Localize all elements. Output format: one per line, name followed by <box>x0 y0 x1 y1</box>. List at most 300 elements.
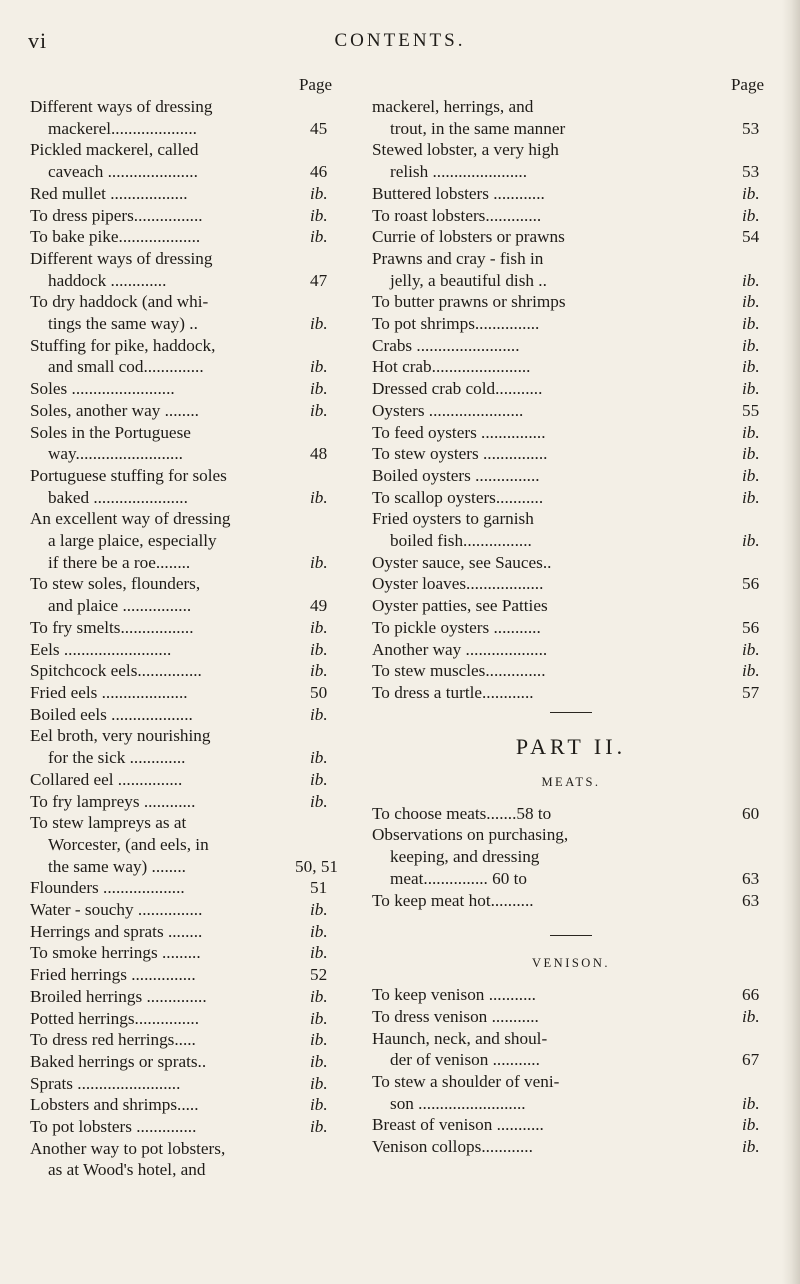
toc-entry-line <box>30 725 338 747</box>
toc-entry-text: Potted herrings............... <box>30 1008 199 1028</box>
toc-entry-text: To bake pike................... <box>30 227 201 247</box>
toc-entry-text: Boiled oysters ............... <box>372 465 540 485</box>
toc-entry <box>372 803 770 825</box>
toc-entry-line <box>372 660 770 682</box>
toc-entry-text: Boiled eels ................... <box>30 704 193 724</box>
meats-heading: MEATS. <box>541 774 601 789</box>
toc-entry-text: relish ...................... <box>390 162 528 182</box>
toc-entry-line <box>372 573 770 595</box>
toc-entry-line <box>372 639 770 661</box>
toc-entry-text: To feed oysters ............... <box>372 422 546 442</box>
toc-entry <box>372 335 770 357</box>
toc-entry <box>30 1008 338 1030</box>
toc-entry-page-number: 51 <box>310 878 328 898</box>
toc-entry-page-number: ib. <box>310 487 328 507</box>
toc-entry <box>30 921 338 943</box>
toc-entry-page-number: 60 <box>742 803 760 823</box>
toc-entry-text: way......................... <box>48 444 183 464</box>
toc-entry <box>372 313 770 335</box>
toc-entry-text: mackerel, herrings, and <box>372 97 534 116</box>
venison-heading: VENISON. <box>532 956 610 971</box>
toc-entry-text: Eel broth, very nourishing <box>30 726 211 746</box>
toc-entry-text: To stew lampreys as at <box>30 813 187 833</box>
toc-entry <box>30 617 338 639</box>
toc-entry-line <box>372 1136 770 1158</box>
toc-entry-page-number: ib. <box>310 552 328 572</box>
toc-entry-text: To choose meats.......58 to <box>372 803 552 823</box>
toc-entry <box>30 1094 338 1116</box>
toc-entry <box>30 1116 338 1138</box>
toc-entry-line <box>30 313 338 335</box>
toc-entry-text: To dress red herrings..... <box>30 1030 196 1050</box>
section-divider <box>550 712 592 713</box>
toc-entry <box>372 248 770 291</box>
toc-entry-page-number: ib. <box>310 400 328 420</box>
toc-entry-page-number: ib. <box>310 921 328 941</box>
toc-entry-line <box>372 313 770 335</box>
toc-entry-text: Oyster sauce, see Sauces.. <box>372 552 552 572</box>
toc-entry-text: Haunch, neck, and shoul- <box>372 1028 548 1048</box>
toc-entry-line <box>372 1093 770 1115</box>
toc-entry-line <box>30 118 338 140</box>
toc-entry-line <box>372 1028 770 1050</box>
toc-entry-text: Another way ................... <box>372 639 548 659</box>
toc-entry-text: Stuffing for pike, haddock, <box>30 335 216 355</box>
toc-entry-text: To stew a shoulder of veni- <box>372 1072 560 1092</box>
toc-entry-line <box>372 803 770 825</box>
toc-entry-line <box>30 443 338 465</box>
toc-entry-text: caveach ..................... <box>48 162 198 182</box>
meats-entry-list <box>372 803 770 912</box>
toc-entry-page-number: ib. <box>310 314 328 334</box>
toc-entry-page-number: ib. <box>742 422 760 442</box>
toc-entry-page-number: ib. <box>742 183 760 203</box>
toc-entry <box>30 400 338 422</box>
toc-entry-page-number: ib. <box>742 292 760 312</box>
toc-entry-text: the same way) ........ <box>48 856 186 876</box>
toc-entry-text: Buttered lobsters ............ <box>372 183 545 203</box>
toc-entry-text: and plaice ................ <box>48 596 192 616</box>
toc-entry-page-number: ib. <box>742 465 760 485</box>
toc-entry-text: To stew oysters ............... <box>372 444 548 464</box>
toc-entry-page-number: ib. <box>742 335 760 355</box>
toc-entry-line <box>372 487 770 509</box>
section-divider <box>550 935 592 936</box>
toc-entry-text: To pot shrimps............... <box>372 314 540 334</box>
toc-entry-text: Sprats ........................ <box>30 1073 181 1093</box>
toc-entry-text: der of venison ........... <box>390 1050 540 1070</box>
toc-entry-page-number: ib. <box>310 1073 328 1093</box>
toc-entry <box>372 400 770 422</box>
toc-entry-line <box>372 248 770 270</box>
toc-entry-line <box>372 335 770 357</box>
toc-entry-text: Different ways of dressing <box>30 248 213 268</box>
toc-entry-text: Fried herrings ............... <box>30 965 196 985</box>
toc-entry <box>30 1029 338 1051</box>
toc-entry-line <box>30 465 338 487</box>
toc-entry-line <box>30 856 338 878</box>
toc-entry-page-number: 47 <box>310 270 328 290</box>
toc-entry-text: Oyster patties, see Patties <box>372 596 548 616</box>
toc-entry <box>30 769 338 791</box>
toc-entry-text: Crabs ........................ <box>372 335 520 355</box>
toc-entry-line <box>30 270 338 292</box>
right-column <box>372 74 770 1158</box>
toc-entry-line <box>30 508 338 530</box>
toc-entry-page-number: ib. <box>310 1051 328 1071</box>
toc-entry-line <box>372 890 770 912</box>
toc-entry-text: To dry haddock (and whi- <box>30 292 209 312</box>
toc-entry <box>30 682 338 704</box>
toc-entry-text: To stew soles, flounders, <box>30 574 201 594</box>
toc-entry-page-number: 55 <box>742 400 760 420</box>
toc-entry-page-number: ib. <box>742 314 760 334</box>
toc-entry <box>30 226 338 248</box>
toc-entry-line <box>30 942 338 964</box>
toc-entry-page-number: ib. <box>742 357 760 377</box>
toc-entry <box>30 465 338 508</box>
toc-entry-page-number: ib. <box>310 1030 328 1050</box>
toc-entry-text: Soles, another way ........ <box>30 400 199 420</box>
toc-entry-text: Broiled herrings .............. <box>30 986 207 1006</box>
toc-entry-text: To butter prawns or shrimps <box>372 292 566 312</box>
toc-entry-line <box>30 1138 338 1160</box>
toc-entry-page-number: ib. <box>310 769 328 789</box>
toc-entry-text: Currie of lobsters or prawns <box>372 227 565 247</box>
running-head <box>0 28 800 58</box>
toc-entry <box>30 1051 338 1073</box>
toc-entry-line <box>30 747 338 769</box>
toc-entry-page-number: ib. <box>742 379 760 399</box>
toc-entry <box>372 508 770 551</box>
toc-entry <box>372 443 770 465</box>
toc-entry-text: Dressed crab cold........... <box>372 379 543 399</box>
toc-entry-line <box>372 183 770 205</box>
toc-entry <box>372 226 770 248</box>
toc-entry <box>372 573 770 595</box>
toc-entry <box>372 682 770 704</box>
toc-entry-line <box>30 378 338 400</box>
toc-entry-text: To smoke herrings ......... <box>30 943 201 963</box>
toc-entry-line <box>372 400 770 422</box>
toc-entry-line <box>30 986 338 1008</box>
toc-entry <box>372 291 770 313</box>
toc-entry-text: Flounders ................... <box>30 878 185 898</box>
toc-entry <box>30 1138 338 1181</box>
toc-entry <box>372 378 770 400</box>
toc-entry-page-number: 54 <box>742 227 760 247</box>
toc-entry-text: Fried oysters to garnish <box>372 509 534 529</box>
toc-entry-line <box>30 639 338 661</box>
toc-entry-line <box>372 1006 770 1028</box>
toc-entry-line <box>30 1116 338 1138</box>
toc-entry-text: To roast lobsters............. <box>372 205 542 225</box>
toc-entry-text: baked ...................... <box>48 487 188 507</box>
toc-entry-line <box>30 834 338 856</box>
toc-entry-text: To keep meat hot.......... <box>372 890 534 910</box>
toc-entry <box>30 639 338 661</box>
toc-entry-text: mackerel.................... <box>48 118 197 138</box>
toc-entry <box>30 791 338 813</box>
toc-entry-line <box>372 422 770 444</box>
toc-entry <box>30 877 338 899</box>
toc-entry-line <box>30 573 338 595</box>
toc-entry <box>30 725 338 768</box>
toc-entry-line <box>372 205 770 227</box>
toc-entry-page-number: ib. <box>310 748 328 768</box>
toc-entry-line <box>372 530 770 552</box>
toc-entry-page-number: ib. <box>742 1093 760 1113</box>
toc-entry-text: Hot crab....................... <box>372 357 531 377</box>
toc-entry-text: Collared eel ............... <box>30 769 183 789</box>
toc-entry <box>30 573 338 616</box>
toc-entry-text: a large plaice, especially <box>48 531 217 551</box>
venison-entry-list <box>372 984 770 1158</box>
left-entry-list <box>30 96 338 1181</box>
toc-entry-line <box>372 161 770 183</box>
toc-entry-page-number: 63 <box>742 890 760 910</box>
toc-entry-text: Soles ........................ <box>30 379 175 399</box>
toc-entry-page-number: ib. <box>310 227 328 247</box>
toc-entry-page-number: 57 <box>742 682 760 702</box>
toc-entry-page-number: ib. <box>742 1137 760 1157</box>
toc-entry-page-number: 49 <box>310 596 328 616</box>
toc-entry <box>30 964 338 986</box>
toc-entry-page-number: 50 <box>310 682 328 702</box>
toc-entry-text: and small cod.............. <box>48 357 204 377</box>
toc-entry <box>30 183 338 205</box>
toc-entry-line <box>30 812 338 834</box>
toc-entry-text: Baked herrings or sprats.. <box>30 1051 207 1071</box>
running-title: CONTENTS. <box>334 30 466 51</box>
toc-entry-line <box>30 226 338 248</box>
toc-entry-line <box>30 660 338 682</box>
toc-entry-page-number: 53 <box>742 162 760 182</box>
toc-entry-text: Venison collops............ <box>372 1137 533 1157</box>
toc-entry-page-number: 63 <box>742 868 760 888</box>
toc-entry-line <box>30 1073 338 1095</box>
toc-entry <box>372 183 770 205</box>
toc-entry-line <box>30 921 338 943</box>
toc-entry <box>372 1028 770 1071</box>
toc-entry-line <box>30 205 338 227</box>
toc-entry-line <box>30 335 338 357</box>
toc-entry-text: Fried eels .................... <box>30 682 188 702</box>
toc-entry-line <box>30 161 338 183</box>
toc-entry <box>372 890 770 912</box>
toc-entry-text: Soles in the Portuguese <box>30 422 191 442</box>
right-entry-list <box>372 96 770 704</box>
toc-entry-text: Pickled mackerel, called <box>30 140 199 160</box>
toc-entry <box>30 205 338 227</box>
toc-entry-line <box>30 530 338 552</box>
toc-entry-page-number: ib. <box>310 900 328 920</box>
toc-entry <box>30 422 338 465</box>
toc-entry <box>30 335 338 378</box>
toc-entry <box>372 824 770 889</box>
toc-entry-line <box>30 769 338 791</box>
toc-entry-line <box>30 877 338 899</box>
toc-entry-line <box>30 400 338 422</box>
toc-entry-page-number: 67 <box>742 1050 760 1070</box>
toc-entry <box>30 291 338 334</box>
toc-entry-line <box>372 682 770 704</box>
toc-entry-line <box>372 96 770 118</box>
toc-entry-line <box>30 291 338 313</box>
toc-entry-text: Prawns and cray - fish in <box>372 248 544 268</box>
toc-entry-line <box>372 617 770 639</box>
toc-entry-page-number: 56 <box>742 574 760 594</box>
toc-entry-line <box>372 1114 770 1136</box>
toc-entry-text: Herrings and sprats ........ <box>30 921 203 941</box>
toc-entry <box>372 1136 770 1158</box>
toc-entry-page-number: ib. <box>310 617 328 637</box>
toc-entry-text: To dress venison ........... <box>372 1006 539 1026</box>
toc-entry-line <box>30 422 338 444</box>
toc-entry-text: Another way to pot lobsters, <box>30 1138 226 1158</box>
toc-entry <box>372 1114 770 1136</box>
toc-entry <box>372 96 770 139</box>
page-folio: vi <box>28 28 48 53</box>
toc-entry <box>30 942 338 964</box>
toc-entry-page-number: 53 <box>742 118 760 138</box>
toc-entry-page-number: ib. <box>310 183 328 203</box>
toc-entry-line <box>372 226 770 248</box>
toc-entry <box>372 356 770 378</box>
toc-entry-page-number: ib. <box>742 444 760 464</box>
toc-entry-text: boiled fish................ <box>390 531 532 551</box>
toc-entry <box>30 96 338 139</box>
toc-entry-line <box>30 682 338 704</box>
toc-entry <box>30 812 338 877</box>
toc-entry-line <box>30 139 338 161</box>
toc-entry-text: tings the same way) .. <box>48 314 198 334</box>
toc-entry-page-number: ib. <box>742 270 760 290</box>
toc-entry-line <box>30 899 338 921</box>
toc-entry-text: Observations on purchasing, <box>372 825 569 845</box>
toc-entry-line <box>372 443 770 465</box>
toc-entry-text: Spitchcock eels............... <box>30 661 202 681</box>
toc-entry-page-number: 46 <box>310 162 328 182</box>
toc-entry <box>372 984 770 1006</box>
toc-entry <box>372 660 770 682</box>
toc-entry-text: meat............... 60 to <box>390 868 528 888</box>
toc-entry-line <box>30 183 338 205</box>
toc-entry-text: Oyster loaves.................. <box>372 574 544 594</box>
toc-entry <box>372 1006 770 1028</box>
page-edge-shadow <box>782 0 800 1284</box>
toc-entry-text: To fry lampreys ............ <box>30 791 196 811</box>
toc-entry-line <box>372 552 770 574</box>
toc-entry-line <box>372 270 770 292</box>
toc-entry-page-number: ib. <box>310 986 328 1006</box>
toc-entry-text: To dress pipers................ <box>30 205 203 225</box>
toc-entry-line <box>372 291 770 313</box>
toc-entry-line <box>30 248 338 270</box>
toc-entry <box>372 617 770 639</box>
toc-entry-line <box>30 704 338 726</box>
toc-entry <box>372 487 770 509</box>
toc-entry-text: son ......................... <box>390 1093 526 1113</box>
toc-entry-line <box>30 1008 338 1030</box>
toc-entry <box>372 422 770 444</box>
toc-entry <box>30 139 338 182</box>
toc-entry-page-number: ib. <box>310 1008 328 1028</box>
toc-entry-text: Breast of venison ........... <box>372 1115 544 1135</box>
toc-entry-page-number: ib. <box>310 791 328 811</box>
toc-entry-page-number: ib. <box>310 379 328 399</box>
toc-entry-page-number: ib. <box>742 639 760 659</box>
toc-entry <box>372 205 770 227</box>
toc-entry-line <box>30 595 338 617</box>
toc-entry-line <box>372 824 770 846</box>
toc-entry-page-number: ib. <box>742 1115 760 1135</box>
toc-entry-page-number: 50, 51 <box>295 856 338 876</box>
toc-entry-text: haddock ............. <box>48 270 167 290</box>
toc-entry-page-number: ib. <box>310 661 328 681</box>
toc-entry-text: To pickle oysters ........... <box>372 617 541 637</box>
toc-entry <box>372 595 770 617</box>
toc-entry-page-number: ib. <box>310 704 328 724</box>
toc-entry-page-number: ib. <box>742 661 760 681</box>
toc-entry-line <box>372 508 770 530</box>
toc-entry <box>30 899 338 921</box>
toc-entry-text: keeping, and dressing <box>390 847 540 867</box>
toc-entry-page-number: 52 <box>310 965 328 985</box>
toc-entry-page-number: ib. <box>310 1095 328 1115</box>
toc-entry-text: Different ways of dressing <box>30 97 213 116</box>
toc-entry-line <box>30 487 338 509</box>
toc-entry-line <box>30 1029 338 1051</box>
toc-entry-page-number: ib. <box>310 357 328 377</box>
toc-entry-text: To dress a turtle............ <box>372 682 534 702</box>
toc-entry-text: To fry smelts................. <box>30 617 194 637</box>
toc-entry-text: To keep venison ........... <box>372 985 536 1005</box>
left-column <box>30 74 338 1181</box>
toc-entry-line <box>372 378 770 400</box>
part-title: PART II. <box>515 733 627 759</box>
toc-entry-text: for the sick ............. <box>48 748 186 768</box>
toc-entry <box>30 248 338 291</box>
toc-entry-text: trout, in the same manner <box>390 118 566 138</box>
toc-entry <box>30 1073 338 1095</box>
toc-entry-page-number: ib. <box>310 1117 328 1137</box>
toc-entry-line <box>372 868 770 890</box>
toc-entry <box>30 508 338 573</box>
toc-entry-text: Worcester, (and eels, in <box>48 834 209 854</box>
toc-entry-text: Red mullet .................. <box>30 183 188 203</box>
toc-entry-line <box>30 1051 338 1073</box>
toc-entry <box>30 704 338 726</box>
toc-entry-line <box>30 1094 338 1116</box>
toc-entry-text: jelly, a beautiful dish .. <box>390 270 547 290</box>
toc-entry <box>372 1071 770 1114</box>
toc-entry-line <box>30 1159 338 1181</box>
toc-entry-page-number: ib. <box>310 943 328 963</box>
toc-entry-line <box>30 791 338 813</box>
toc-entry-page-number: ib. <box>742 205 760 225</box>
left-page-label: Page <box>298 75 332 94</box>
toc-entry-line <box>372 595 770 617</box>
toc-entry-text: Water - souchy ............... <box>30 900 203 920</box>
toc-entry-line <box>372 356 770 378</box>
toc-entry-text: Eels ......................... <box>30 639 172 659</box>
toc-entry-page-number: 56 <box>742 617 760 637</box>
toc-entry-text: To stew muscles.............. <box>372 661 546 681</box>
toc-entry-text: Portuguese stuffing for soles <box>30 465 227 485</box>
toc-entry-page-number: 48 <box>310 444 328 464</box>
toc-entry-text: An excellent way of dressing <box>30 509 231 529</box>
